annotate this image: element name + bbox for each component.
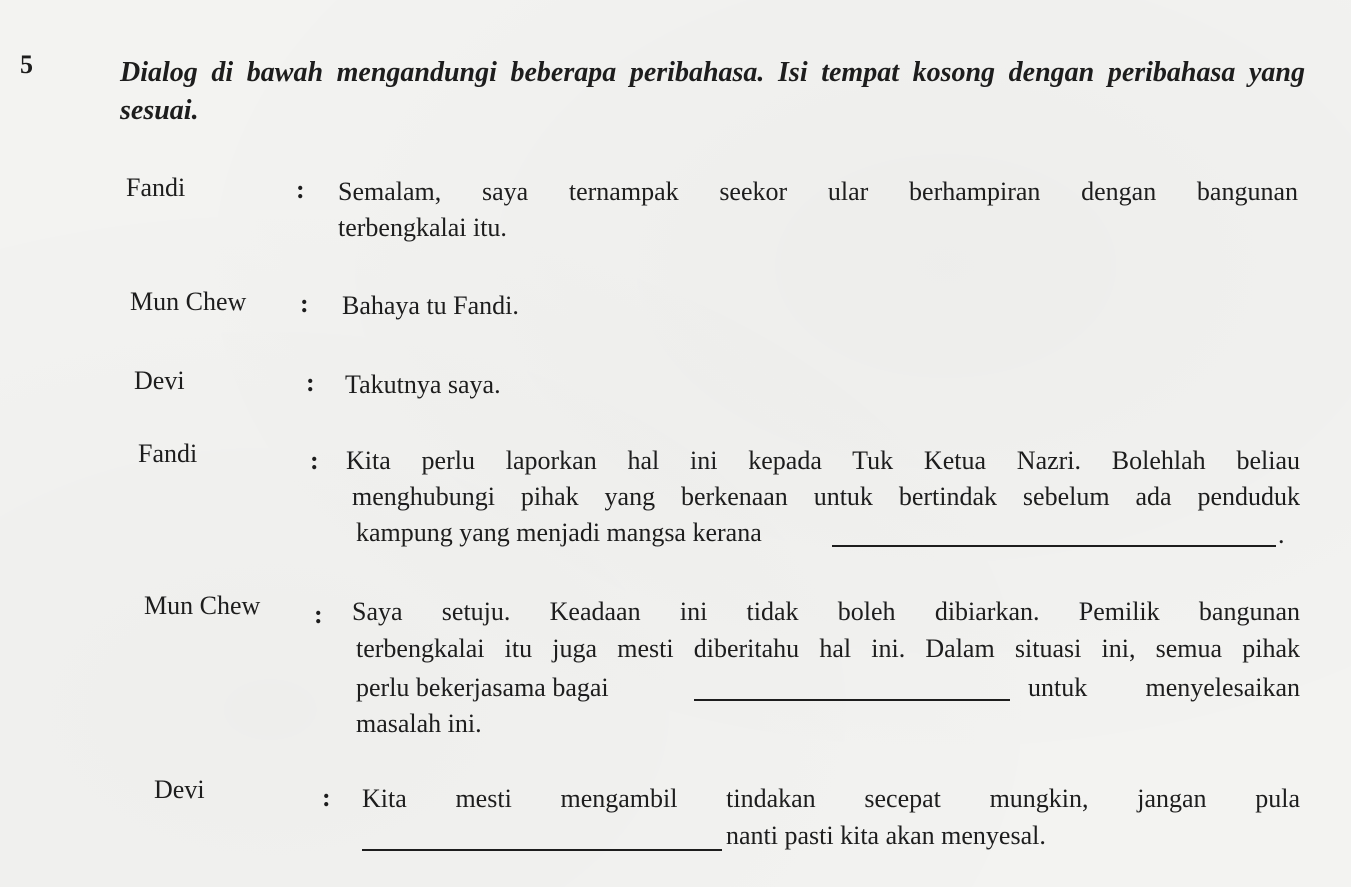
dialog-line: menghubungi pihak yang berkenaan untuk bertindak sebelum ada penduduk <box>352 482 1300 511</box>
dialog-line: Saya setuju. Keadaan ini tidak boleh dibiarkan. Pemilik bangunan <box>352 597 1300 626</box>
speaker-colon: : <box>300 289 309 318</box>
speaker-colon: : <box>306 368 315 397</box>
speaker-name: Mun Chew <box>144 591 261 620</box>
dialog-line: Kita mesti mengambil tindakan secepat mungkin, jangan pula <box>362 784 1300 813</box>
speaker-colon: : <box>310 446 319 475</box>
dialog-line: perlu bekerjasama bagai <box>356 673 609 702</box>
dialog-line: masalah ini. <box>356 709 482 738</box>
speaker-name: Devi <box>154 775 205 804</box>
speaker-name: Devi <box>134 366 185 395</box>
dialog-line: nanti pasti kita akan menyesal. <box>726 821 1046 850</box>
dialog-line: Kita perlu laporkan hal ini kepada Tuk Ketua Nazri. Bolehlah beliau <box>346 446 1300 475</box>
question-number: 5 <box>20 50 33 79</box>
dialog-line: Semalam, saya ternampak seekor ular berhampiran dengan bangunan <box>338 177 1298 206</box>
dialog-line: Bahaya tu Fandi. <box>342 291 519 320</box>
speaker-name: Fandi <box>126 173 186 202</box>
speaker-colon: : <box>314 600 323 629</box>
dialog-line: kampung yang menjadi mangsa kerana <box>356 518 762 547</box>
answer-blank-1[interactable] <box>832 545 1276 547</box>
question-instruction: Dialog di bawah mengandungi beberapa peribahasa. Isi tempat kosong dengan peribahasa yang sesuai. <box>120 57 1305 126</box>
speaker-name: Mun Chew <box>130 287 247 316</box>
answer-blank-2[interactable] <box>694 699 1010 701</box>
dialog-line: terbengkalai itu juga mesti diberitahu hal ini. Dalam situasi ini, semua pihak <box>356 634 1300 663</box>
speaker-colon: : <box>322 783 331 812</box>
speaker-colon: : <box>296 175 305 204</box>
dialog-line: untuk menyelesaikan <box>1028 673 1300 702</box>
sentence-end: . <box>1278 520 1285 549</box>
answer-blank-3[interactable] <box>362 849 722 851</box>
speaker-name: Fandi <box>138 439 198 468</box>
dialog-line: Takutnya saya. <box>345 370 501 399</box>
dialog-line: terbengkalai itu. <box>338 213 507 242</box>
